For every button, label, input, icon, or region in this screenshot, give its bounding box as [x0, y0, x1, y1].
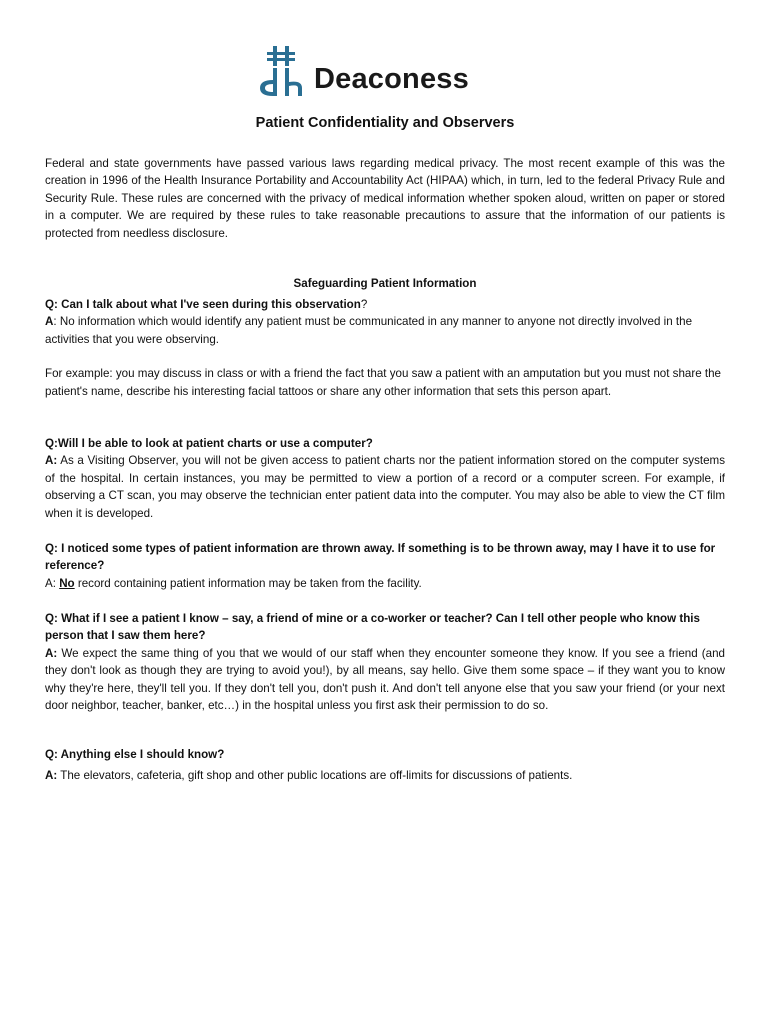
- answer-2-text: As a Visiting Observer, you will not be given access to patient charts nor the patient information stored on the computer systems of the hospital. In certain instances, you may be permitted to view a portion of a record or a computer screen. For example, if observing a CT scan, you may observe the technician enter patient data into the computer. You may also be able to view the CT film when it is developed.: [45, 454, 725, 520]
- qa-item-2: [45, 435, 725, 522]
- answer-5-text: The elevators, cafeteria, gift shop and other public locations are off-limits for discussions of patients.: [57, 769, 573, 783]
- answer-3-text: record containing patient information may be taken from the facility.: [74, 576, 422, 590]
- question-1-text: Q: Can I talk about what I've seen during this observation: [45, 298, 361, 311]
- deaconess-logo: [258, 44, 469, 100]
- qa-item-3: [45, 540, 725, 592]
- answer-4-label: A:: [45, 646, 58, 660]
- question-1-tail: ?: [360, 298, 368, 311]
- answer-5: [45, 767, 725, 784]
- answer-3-label: A:: [45, 576, 60, 590]
- answer-1: [45, 313, 725, 348]
- brand-name: Deaconess: [314, 63, 469, 95]
- answer-1-label: A: [45, 315, 54, 329]
- answer-1-text: : No information which would identify any patient must be communicated in any manner to anyone not directly involved in the activities that you were observing.: [45, 315, 693, 346]
- deaconess-cross-dh-logo-icon: [258, 44, 306, 100]
- qa-item-5: [45, 746, 725, 785]
- answer-3: [45, 575, 725, 592]
- answer-2: [45, 452, 725, 522]
- intro-paragraph: Federal and state governments have passed various laws regarding medical privacy. The most recent example of this was the creation in 1996 of the Health Insurance Portability and Accountability Act (HIPAA) which, in turn, led to the federal Privacy Rule and Security Rule. These rules are concerned with the privacy of medical information whether spoken aloud, written on paper or stored in a computer. We are required by these rules to take reasonable precautions to assure that the information of our patients is protected from needless disclosure.: [45, 157, 725, 240]
- qa-item-4: [45, 610, 725, 714]
- qa-item-1: [45, 296, 725, 400]
- answer-4-text: We expect the same thing of you that we would of our staff when they encounter someone they know. If you see a friend (and they don't look as though they are trying to avoid you!), by all means, say hello. Give them some space – if they want you to know why they're here, they'll tell you. If they don't tell you, don't push it. And don't tell anyone else that you saw your friend (or your next door neighbor, teacher, banker, etc…) in the hospital unless you first ask their permission to do so.: [45, 646, 725, 713]
- answer-1-example: For example: you may discuss in class or with a friend the fact that you saw a patient with an amputation but you must not share the patient's name, describe his interesting facial tattoos or share any other information that sets this person apart.: [45, 367, 722, 398]
- page-title: Patient Confidentiality and Observers: [255, 115, 515, 131]
- answer-5-label: A:: [45, 769, 58, 783]
- question-1: [45, 296, 725, 313]
- answer-4: [45, 645, 725, 715]
- question-3: Q: I noticed some types of patient information are thrown away. If something is to be thrown away, may I have it to use for reference?: [45, 542, 716, 573]
- section-title: Safeguarding Patient Information: [293, 277, 477, 290]
- question-2: Q:Will I be able to look at patient charts or use a computer?: [45, 437, 373, 450]
- question-4: Q: What if I see a patient I know – say, a friend of mine or a co-worker or teacher? Can I tell other people who know this person that I saw them here?: [45, 612, 700, 643]
- answer-2-label: A:: [45, 454, 58, 468]
- answer-3-emphasis: No: [59, 576, 75, 590]
- question-5: Q: Anything else I should know?: [45, 748, 225, 761]
